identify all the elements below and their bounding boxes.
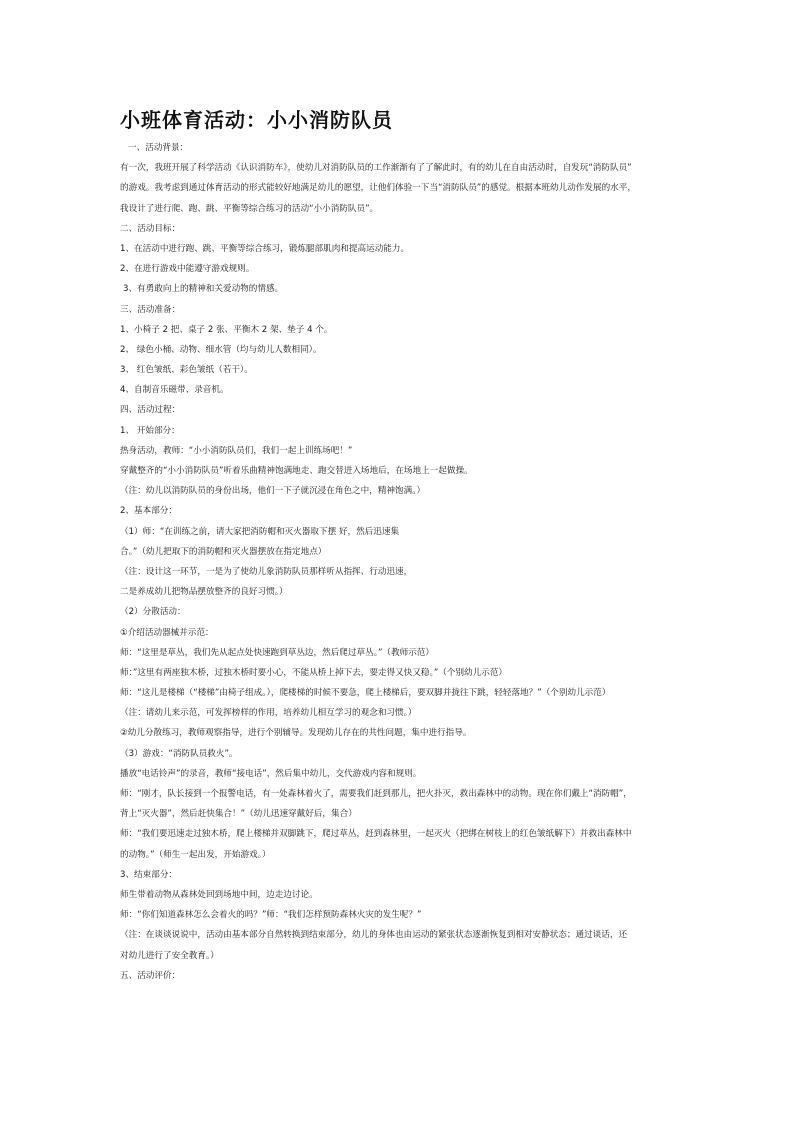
subsection-heading: 1、 开始部分： bbox=[120, 425, 180, 436]
paragraph-line: ②幼儿分散练习，教师观察指导，进行个别辅导。发现幼儿存在的共性问题，集中进行指导。 bbox=[120, 728, 472, 739]
paragraph-line: （2）分散活动： bbox=[120, 607, 186, 618]
note-line: 二是养成幼儿把物品摆放整齐的良好习惯。） bbox=[120, 587, 288, 598]
note-line: （注：在谈谈说说中，活动由基本部分自然转换到结束部分，幼儿的身体也由运动的紧张状态逐渐恢复到相对安静状态；通过谈话，还 bbox=[120, 930, 628, 941]
list-item: 3、有勇敢向上的精神和关爱动物的情感。 bbox=[123, 284, 284, 295]
section-heading-process: 四、活动过程： bbox=[120, 405, 181, 416]
section-heading-evaluation: 五、活动评价： bbox=[120, 970, 181, 981]
subsection-heading: 2、基本部分： bbox=[120, 506, 178, 517]
note-line: 对幼儿进行了安全教育。） bbox=[120, 950, 219, 961]
list-item: 4、自制音乐磁带、录音机。 bbox=[120, 385, 229, 396]
paragraph-line: 师：“这儿是楼梯（“楼梯”由椅子组成。），爬楼梯的时候不要急，爬上楼梯后，要双脚并拢往下跳，轻轻落地？”（个别幼儿示范） bbox=[120, 688, 611, 699]
note-line: （注：幼儿以消防队员的身份出场，他们一下子就沉浸在角色之中，精神饱满。） bbox=[120, 486, 426, 497]
document-body bbox=[120, 138, 680, 986]
paragraph-line: 热身活动，教师：“小小消防队员们，我们一起上训练场吧！” bbox=[120, 445, 353, 456]
list-item: 1、在活动中进行跑、跳、平衡等综合练习，锻炼腿部肌肉和提高运动能力。 bbox=[120, 243, 410, 254]
paragraph-line: 的游戏。我考虑到通过体育活动的形式能较好地满足幼儿的愿望，让他们体验一下当“消防队员”的感觉。根据本班幼儿动作发展的水平， bbox=[120, 183, 636, 194]
note-line: （注：设计这一环节，一是为了使幼儿象消防队员那样听从指挥、行动迅速， bbox=[120, 566, 413, 577]
paragraph-line: 的动物。”（师生一起出发，开始游戏。） bbox=[120, 849, 271, 860]
paragraph-line: 师：“我们要迅速走过独木桥，爬上楼梯并双脚跳下，爬过草丛，赶到森林里，一起灭火（把绑在树枝上的红色皱纸解下）并救出森林中 bbox=[120, 829, 632, 840]
subsection-heading: 3、结束部分： bbox=[120, 869, 178, 880]
paragraph-line: （3）游戏：“消防队员救火”。 bbox=[120, 748, 238, 759]
paragraph-line: 背上“灭火器”，然后赶快集合！”（幼儿迅速穿戴好后，集合） bbox=[120, 809, 357, 820]
paragraph-line: 师：“你们知道森林怎么会着火的吗？”师：“我们怎样预防森林火灾的发生呢？” bbox=[120, 910, 422, 921]
note-line: （注：请幼儿来示范，可发挥榜样的作用，培养幼儿相互学习的观念和习惯。） bbox=[120, 708, 417, 719]
paragraph-line: 穿戴整齐的“小小消防队员”听着乐曲精神饱满地走、跑交替进入场地后，在场地上一起做操。 bbox=[120, 466, 473, 476]
paragraph-line: （1）师：“在训练之前，请大家把消防帽和灭火器取下摆 好，然后迅速集 bbox=[120, 526, 400, 537]
list-item: 3、 红色皱纸、彩色皱纸（若干）。 bbox=[120, 365, 253, 376]
section-heading-background: 一、活动背景： bbox=[128, 143, 189, 153]
list-item: 1、小椅子 2 把、桌子 2 张、平衡木 2 架、垫子 4 个。 bbox=[120, 324, 333, 335]
section-heading-preparation: 三、活动准备： bbox=[120, 304, 181, 315]
section-heading-goals: 二、活动目标： bbox=[120, 223, 181, 234]
list-item: 2、 绿色小桶、动物、细水管（均与幼儿人数相同）。 bbox=[120, 344, 322, 355]
paragraph-line: 播放“电话铃声”的录音，教师“接电话”，然后集中幼儿，交代游戏内容和规则。 bbox=[120, 768, 422, 779]
paragraph-line: 师生带着动物从森林处回到场地中间，边走边讨论。 bbox=[120, 889, 318, 900]
paragraph-line: 有一次，我班开展了科学活动《认识消防车》，使幼儿对消防队员的工作渐渐有了了解此时，有的幼儿在自由活动时，自发玩“消防队员” bbox=[120, 163, 632, 174]
paragraph-line: 合。”（幼儿把取下的消防帽和灭火器摆放在指定地点） bbox=[120, 546, 327, 557]
paragraph-line: 师：”这里有两座独木桥，过独木桥时要小心，不能从桥上掉下去，要走得又快又稳。”（个别幼儿示范） bbox=[120, 667, 508, 678]
paragraph-line: 我设计了进行爬、跑、跳、平衡等综合练习的活动“小小消防队员”。 bbox=[120, 203, 379, 214]
list-item: 2、在进行游戏中能遵守游戏规则。 bbox=[120, 264, 255, 275]
paragraph-line: 师：“这里是草丛，我们先从起点处快速跑到草丛边，然后爬过草丛。”（教师示范） bbox=[120, 647, 434, 658]
page-title: 小班体育活动：小小消防队员 bbox=[120, 108, 393, 132]
paragraph-line: 师：“刚才，队长接到一个报警电话，有一处森林着火了，需要我们赶到那儿，把火扑灭，救出森林中的动物。现在你们戴上“消防帽”， bbox=[120, 789, 632, 799]
paragraph-line: ①介绍活动器械并示范： bbox=[120, 627, 214, 638]
